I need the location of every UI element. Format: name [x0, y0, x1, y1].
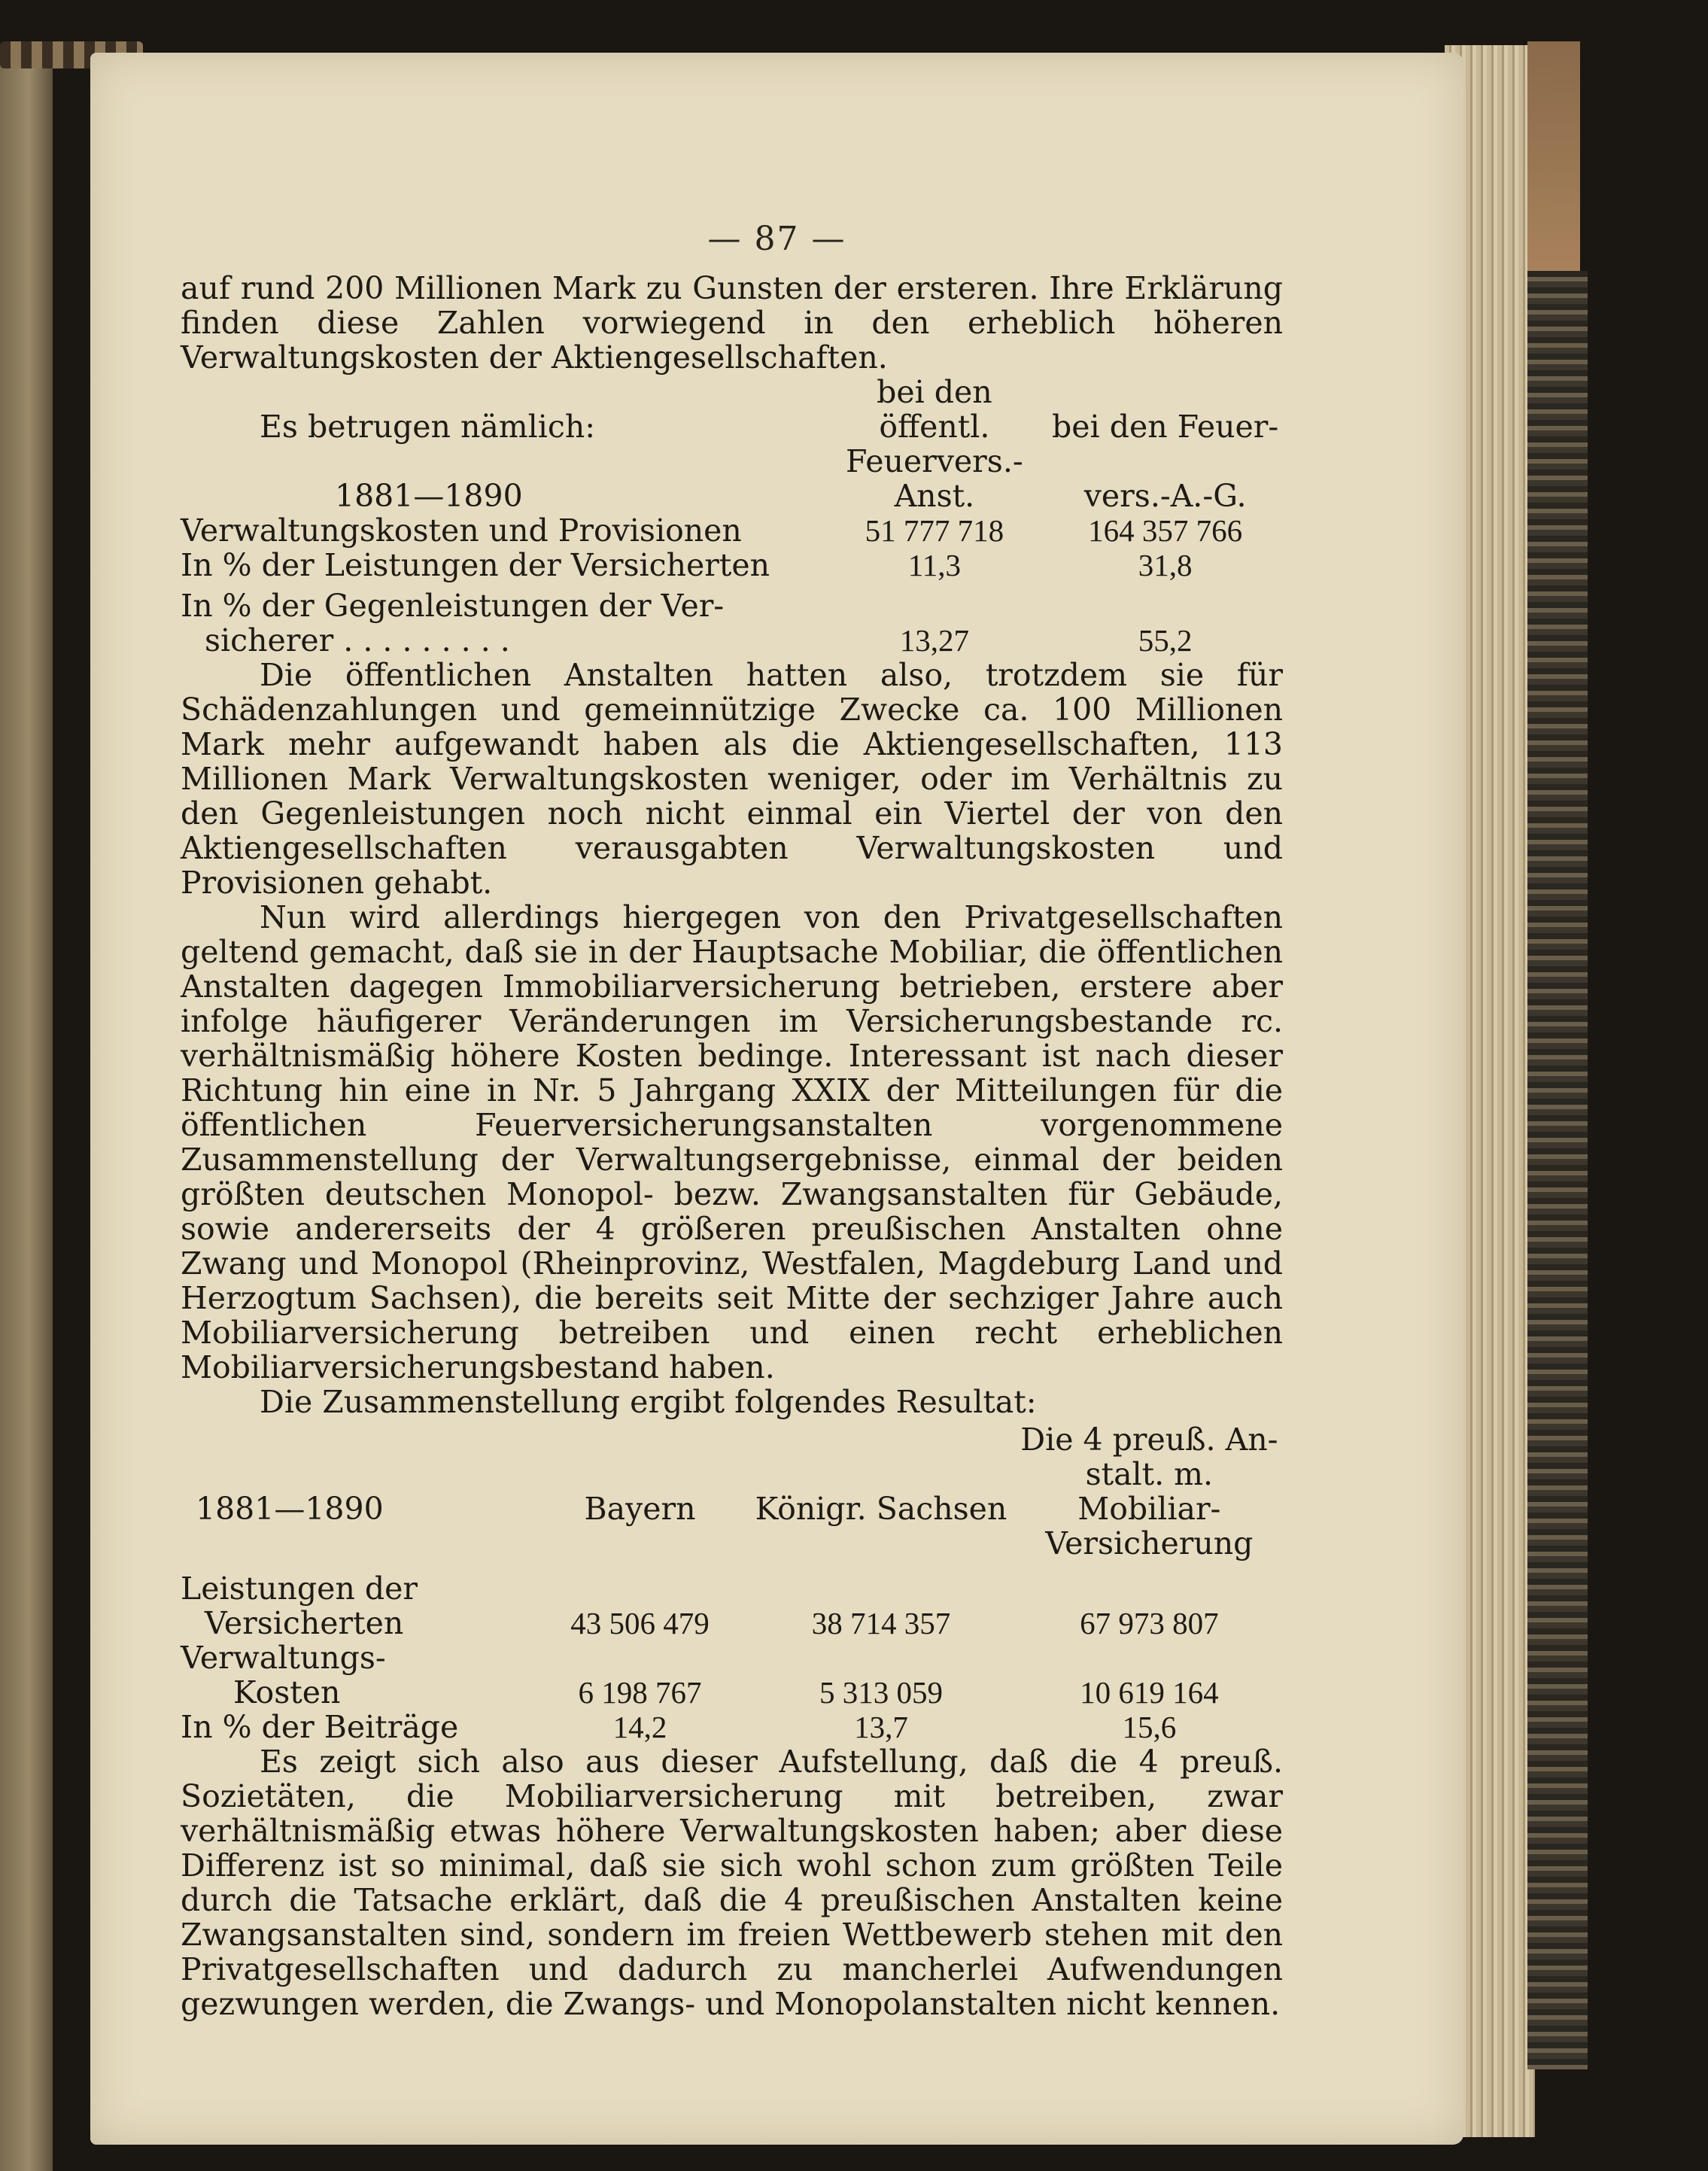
page-content — [181, 271, 1283, 2021]
column-header: stalt. m. Mobiliar- — [1077, 1456, 1221, 1527]
row-label: Verwaltungskosten und Provisionen — [181, 512, 742, 549]
column-header: Königr. Sachsen — [755, 1491, 1007, 1527]
row-value: 67 973 807 — [1080, 1606, 1219, 1640]
row-value: 6 198 767 — [578, 1675, 702, 1710]
marbled-cover-edge — [1527, 271, 1588, 2069]
row-value: 14,2 — [612, 1710, 667, 1744]
page-number: — 87 — — [707, 220, 846, 258]
row-value: 31,8 — [1138, 548, 1193, 582]
column-header: Versicherung — [1045, 1525, 1254, 1561]
row-label: In % der Leistungen der Versicherten — [181, 547, 770, 583]
paragraph-5: Es zeigt sich also aus dieser Aufstellung, daß die 4 preuß. Sozietäten, die Mobiliarversicherung mit betreiben, zwar verhältnismäßig etwas höhere Verwaltungskosten haben; aber diese Differenz ist so minimal, daß sie sich wohl schon zum größten Teile durch die Tatsache erklärt, daß die 4 preußischen Anstalten keine Zwangsanstalten sind, sondern im freien Wettbewerb stehen mit den Privatgesellschaften und dadurch zu mancherlei Aufwendungen gezwungen werden, die Zwangs- und Monopolanstalten nicht kennen. — [181, 1744, 1283, 2022]
table-row — [181, 1710, 1283, 1744]
column-header: bei den öffentl. — [877, 374, 992, 445]
table-label: Es betrugen nämlich: — [260, 409, 596, 445]
table-period: 1881—1890 — [196, 1491, 384, 1527]
row-value: 11,3 — [907, 548, 961, 582]
table-row — [181, 513, 1283, 548]
row-label: Versicherten — [205, 1605, 404, 1641]
row-value: 55,2 — [1138, 623, 1193, 658]
row-value: 15,6 — [1122, 1710, 1177, 1744]
table-row — [181, 1640, 1283, 1675]
table-header-row — [181, 1422, 1283, 1457]
table-header-row — [181, 444, 1283, 513]
column-header: Bayern — [584, 1491, 696, 1527]
table-row — [181, 1606, 1283, 1640]
table-row — [181, 1675, 1283, 1710]
row-label: Leistungen der — [181, 1570, 418, 1607]
paragraph-2: Die öffentlichen Anstalten hatten also, trotzdem sie für Schädenzahlungen und gemeinnützige Zwecke ca. 100 Millionen Mark mehr aufgewandt haben als die Aktiengesellschaften, 113 Millionen Mark Verwaltungskosten weniger, oder im Verhältnis zu den Gegenleistungen noch nicht einmal ein Viertel der von den Aktiengesellschaften verausgabten Verwaltungskosten und Provisionen gehabt. — [181, 657, 1283, 901]
paragraph-1: auf rund 200 Millionen Mark zu Gunsten der ersteren. Ihre Erklärung finden diese Zahlen vorwiegend in den erheblich höheren Verwaltungskosten der Aktiengesellschaften. — [181, 270, 1283, 376]
row-value: 51 777 718 — [865, 513, 1004, 548]
row-value: 13,27 — [899, 623, 969, 658]
row-value: 43 506 479 — [570, 1606, 710, 1640]
column-header: Feuervers.-Anst. — [846, 443, 1023, 514]
row-value: 38 714 357 — [811, 1606, 951, 1640]
table-row — [181, 623, 1283, 658]
row-value: 13,7 — [854, 1710, 908, 1744]
table-header-row — [181, 375, 1283, 444]
row-label: sicherer . . . . . . . . . — [205, 622, 510, 658]
table-row — [181, 1561, 1283, 1606]
paragraph-3: Nun wird allerdings hiergegen von den Privatgesellschaften geltend gemacht, daß sie in der Hauptsache Mobiliar, die öffentlichen Anstalten dagegen Immobiliarversicherung betrieben, erstere aber infolge häufigerer Veränderungen im Versicherungsbestande rc. verhältnismäßig höhere Kosten bedinge. Interessant ist nach dieser Richtung hin eine in Nr. 5 Jahrgang XXIX der Mitteilungen für die öffentlichen Feuerversicherungsanstalten vorgenommene Zusammenstellung der Verwaltungsergebnisse, einmal der beiden größten deutschen Monopol- bezw. Zwangsanstalten für Gebäude, sowie andererseits der 4 größeren preußischen Anstalten ohne Zwang und Monopol (Rheinprovinz, Westfalen, Magdeburg Land und Herzogtum Sachsen), die bereits seit Mitte der sechziger Jahre auch Mobiliarversicherung betreiben und einen recht erheblichen Mobiliarversicherungsbestand haben. — [181, 899, 1283, 1385]
row-label: In % der Beiträge — [181, 1709, 459, 1745]
column-header: bei den Feuer- — [1052, 409, 1279, 445]
left-page-edge — [0, 45, 53, 2171]
row-value: 5 313 059 — [819, 1675, 943, 1710]
row-value: 164 357 766 — [1088, 513, 1243, 548]
table-header-row — [181, 1457, 1283, 1526]
row-label: In % der Gegenleistungen der Ver- — [181, 588, 725, 624]
table-row — [181, 548, 1283, 582]
table-row — [181, 582, 1283, 623]
column-header: Die 4 preuß. An- — [1020, 1421, 1278, 1458]
row-label: Kosten — [233, 1674, 341, 1710]
paragraph-4: Die Zusammenstellung ergibt folgendes Resultat: — [260, 1384, 1037, 1420]
column-header: vers.-A.-G. — [1083, 478, 1247, 514]
results-table — [181, 1422, 1283, 1744]
book-page — [90, 53, 1463, 2145]
table-period: 1881—1890 — [335, 478, 523, 514]
row-label: Verwaltungs- — [181, 1640, 386, 1676]
row-value: 10 619 164 — [1080, 1675, 1219, 1710]
cover-corner — [1527, 41, 1580, 275]
table-header-row — [181, 1526, 1283, 1561]
cost-comparison-table — [181, 375, 1283, 658]
